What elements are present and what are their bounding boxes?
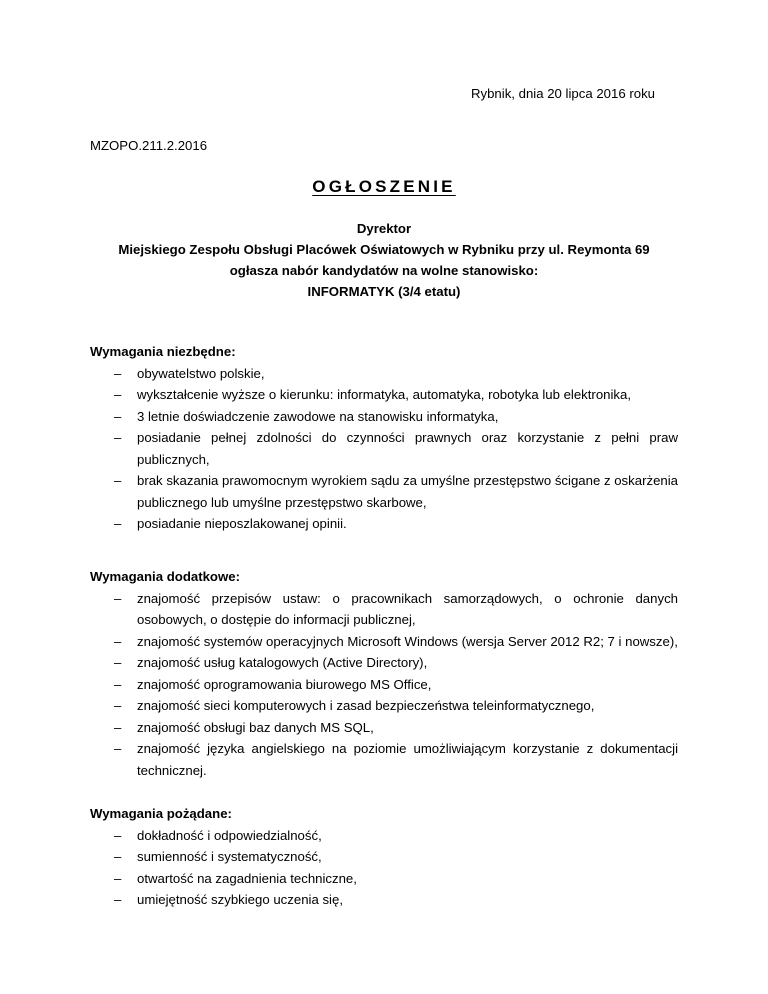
requirements-list	[90, 825, 678, 911]
section-required	[90, 341, 678, 535]
intro-line-announcement: ogłasza nabór kandydatów na wolne stanowisko:	[229, 263, 539, 278]
dash-bullet: –	[114, 676, 122, 692]
list-item	[90, 513, 678, 535]
list-item-text: 3 letnie doświadczenie zawodowe na stanowisku informatyka,	[137, 408, 499, 424]
document-title: OGŁOSZENIE	[312, 177, 456, 196]
list-item-text: posiadanie pełnej zdolności do czynności prawnych oraz korzystanie z pełni praw publicznych,	[137, 430, 678, 467]
section-additional	[90, 566, 678, 781]
intro-line-position: INFORMATYK (3/4 etatu)	[307, 284, 461, 299]
dash-bullet: –	[114, 870, 122, 886]
dash-bullet: –	[114, 827, 122, 843]
dash-bullet: –	[114, 516, 122, 531]
list-item	[90, 868, 678, 890]
list-item-text: sumienność i systematyczność,	[137, 849, 322, 864]
section-heading: Wymagania niezbędne:	[90, 344, 236, 359]
list-item-text: obywatelstwo polskie,	[137, 365, 265, 381]
dash-bullet: –	[114, 892, 122, 907]
intro-line-director: Dyrektor	[356, 221, 412, 236]
dash-bullet: –	[114, 365, 122, 381]
list-item	[90, 470, 678, 513]
dash-bullet: –	[114, 590, 122, 606]
list-item	[90, 588, 678, 631]
list-item	[90, 384, 678, 406]
section-heading: Wymagania pożądane:	[90, 806, 232, 821]
requirements-list	[90, 588, 678, 782]
requirements-list	[90, 363, 678, 535]
list-item	[90, 695, 678, 717]
section-heading: Wymagania dodatkowe:	[90, 569, 240, 584]
list-item	[90, 889, 678, 911]
dash-bullet: –	[114, 473, 122, 488]
list-item-text: znajomość języka angielskiego na poziomie umożliwiającym korzystanie z dokumentacji technicznej.	[137, 741, 678, 778]
list-item	[90, 717, 678, 739]
list-item	[90, 427, 678, 470]
list-item	[90, 652, 678, 674]
list-item-text: znajomość systemów operacyjnych Microsoft Windows (wersja Server 2012 R2; 7 i nowsze),	[137, 633, 678, 649]
list-item	[90, 363, 678, 385]
list-item-text: brak skazania prawomocnym wyrokiem sądu za umyślne przestępstwo ścigane z oskarżenia publicznego lub umyślne przestępstwo skarbowe,	[137, 473, 678, 510]
list-item	[90, 846, 678, 868]
list-item-text: znajomość oprogramowania biurowego MS Office,	[137, 676, 432, 692]
list-item-text: znajomość sieci komputerowych i zasad bezpieczeństwa teleinformatycznego,	[137, 698, 595, 713]
dash-bullet: –	[114, 741, 122, 756]
date-line: Rybnik, dnia 20 lipca 2016 roku	[470, 86, 655, 101]
list-item-text: otwartość na zagadnienia techniczne,	[137, 870, 357, 886]
list-item	[90, 406, 678, 428]
list-item-text: wykształcenie wyższe o kierunku: informatyka, automatyka, robotyka lub elektronika,	[137, 387, 632, 402]
list-item	[90, 738, 678, 781]
dash-bullet: –	[114, 408, 122, 424]
reference-number: MZOPO.211.2.2016	[90, 138, 208, 153]
list-item	[90, 825, 678, 847]
list-item-text: znajomość usług katalogowych (Active Directory),	[137, 655, 428, 670]
list-item	[90, 631, 678, 653]
section-desired	[90, 803, 678, 911]
intro-line-institution: Miejskiego Zespołu Obsługi Placówek Oświatowych w Rybniku przy ul. Reymonta 69	[118, 242, 650, 257]
list-item	[90, 674, 678, 696]
list-item-text: znajomość przepisów ustaw: o pracownikach samorządowych, o ochronie danych osobowych, o dostępie do informacji publicznej,	[137, 590, 678, 627]
list-item-text: posiadanie nieposzlakowanej opinii.	[137, 516, 347, 531]
list-item-text: dokładność i odpowiedzialność,	[137, 827, 322, 843]
dash-bullet: –	[114, 655, 122, 670]
dash-bullet: –	[114, 698, 122, 713]
intro-block	[0, 218, 768, 302]
dash-bullet: –	[114, 387, 122, 402]
dash-bullet: –	[114, 719, 122, 735]
list-item-text: znajomość obsługi baz danych MS SQL,	[137, 719, 374, 735]
list-item-text: umiejętność szybkiego uczenia się,	[137, 892, 343, 907]
dash-bullet: –	[114, 633, 122, 649]
dash-bullet: –	[114, 849, 122, 864]
dash-bullet: –	[114, 430, 122, 445]
